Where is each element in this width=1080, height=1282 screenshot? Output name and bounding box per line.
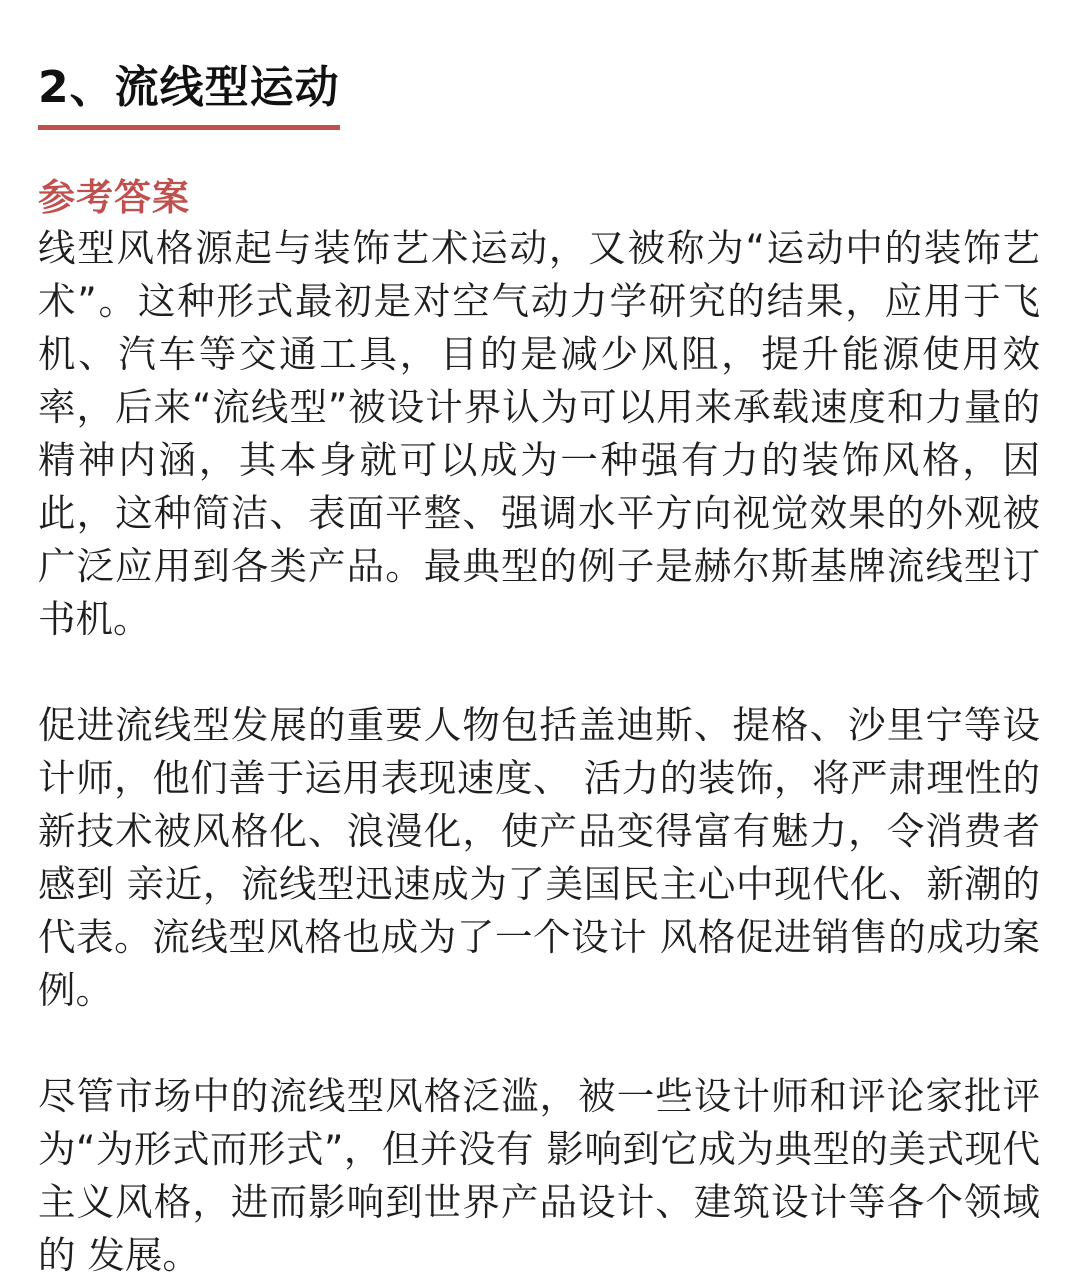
- answer-paragraph-1: 线型风格源起与装饰艺术运动，又被称为“运动中的装饰艺术”。这种形式最初是对空气动力学研究的结果，应用于飞机、汽车等交通工具，目的是减少风阻，提升能源使用效率，后来“流线型”被设计界认为可以用来承载速度和力量的精神内涵，其本身就可以成为一种强有力的装饰风格，因此，这种简洁、表面平整、强调水平方向视觉效果的外观被广泛应用到各类产品。最典型的例子是赫尔斯基牌流线型订书机。: [38, 226, 1040, 641]
- answer-paragraph-2: 促进流线型发展的重要人物包括盖迪斯、提格、沙里宁等设计师，他们善于运用表现速度、 活力的装饰，将严肃理性的新技术被风格化、浪漫化，使产品变得富有魅力，令消费者感到 亲近，流线型迅速成为了美国民主心中现代化、新潮的代表。流线型风格也成为了一个设计 风格促进销售的成功案例。: [38, 703, 1040, 1012]
- answer-label: 参考答案: [38, 176, 190, 219]
- section-heading: 2、流线型运动: [38, 62, 340, 113]
- heading-underline: [38, 125, 340, 130]
- answer-paragraph-3: 尽管市场中的流线型风格泛滥，被一些设计师和评论家批评为“为形式而形式”，但并没有 影响到它成为典型的美式现代主义风格，进而影响到世界产品设计、建筑设计等各个领域的 发展。: [38, 1074, 1040, 1277]
- section-heading-block: [38, 58, 340, 130]
